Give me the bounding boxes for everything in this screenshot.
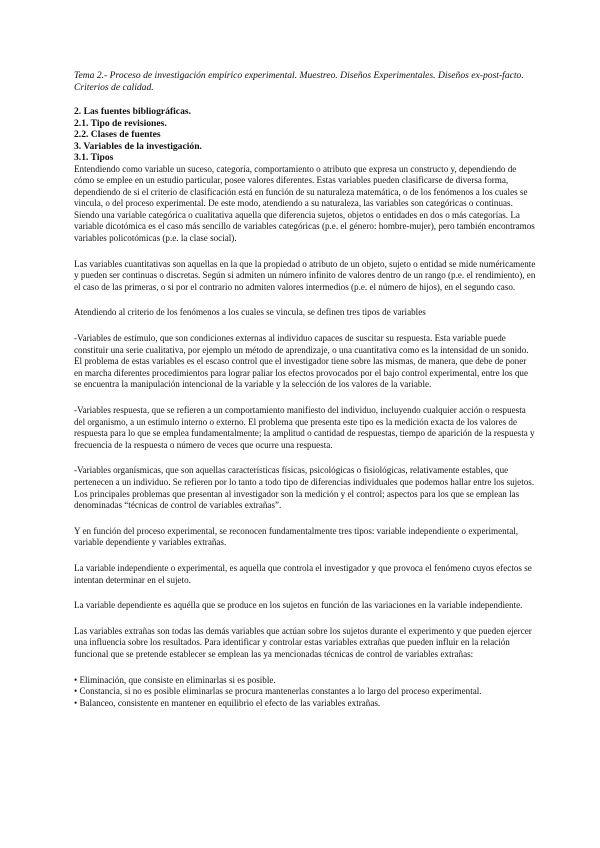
section-outline [74, 106, 536, 164]
outline-item: 2.2. Clases de fuentes [74, 129, 161, 140]
topic-header: Tema 2.- Proceso de investigación empírico experimental. Muestreo. Diseños Experimentales. Diseños ex-post-facto. Criterios de calidad. [74, 70, 524, 93]
list-item: • Balanceo, consistente en mantener en equilibrio el efecto de las variables extrañas. [74, 697, 381, 708]
body-paragraph: Las variables extrañas son todas las demás variables que actúan sobre los sujetos durante el experimento y que pueden ejercer una influencia sobre los resultados. Para identificar y controlar estas variables extrañas que pueden influir en la relación funcional que se pretende establecer se emplean las ya mencionadas técnicas de control de variables extrañas: [74, 625, 532, 659]
control-techniques-list [74, 675, 536, 710]
list-item: • Eliminación, que consiste en eliminarlas si es posible. [74, 674, 276, 685]
body-paragraph: -Variables de estímulo, que son condiciones externas al individuo capaces de suscitar su respuesta. Esta variable puede constituir una serie cualitativa, por ejemplo un método de aprendizaje, o una cuantitativa como es la intensidad de un sonido. El problema de estas variables es el escaso control que el investigador tiene sobre las mismas, de manera, que debe de poner en marcha diferentes procedimientos para lograr paliar los efectos provocados por el bajo control experimental, entre los que se encuentra la manipulación intencional de la variable y la selección de los valores de la variable. [74, 333, 529, 390]
body-paragraph: La variable dependiente es aquélla que se produce en los sujetos en función de las variaciones en la variable independiente. [74, 600, 523, 611]
body-paragraph: Atendiendo al criterio de los fenómenos a los cuales se vincula, se definen tres tipos de variables [74, 307, 426, 318]
outline-item: 2.1. Tipo de revisiones. [74, 117, 167, 129]
list-item: • Constancia, si no es posible eliminarlas se procura mantenerlas constantes a lo largo del proceso experimental. [74, 686, 482, 697]
body-paragraph: -Variables respuesta, que se refieren a un comportamiento manifiesto del individuo, incluyendo cualquier acción o respuesta del organismo, a un estímulo interno o externo. El problema que presenta este tipo es la medición exacta de los valores de respuesta para lo que se emplea fundamentalmente; la amplitud o cantidad de respuestas, tiempo de aparición de la respuesta y frecuencia de la respuesta o número de veces que ocurre una respuesta. [74, 405, 535, 450]
body-paragraph: Las variables cuantitativas son aquellas en la que la propiedad o atributo de un objeto, sujeto o entidad se mide numéricamente y pueden ser continuas o discretas. Según si admiten un número infinito de valores dentro de un rango (p.e. el rendimiento), en el caso de las primeras, o si por el contrario no admiten valores intermedios (p.e. el número de hijos), en el segundo caso. [74, 258, 536, 292]
outline-item: 2. Las fuentes bibliográficas. [74, 106, 191, 117]
document-page [74, 70, 536, 709]
outline-item: 3. Variables de la investigación. [74, 140, 202, 152]
body-paragraph: Y en función del proceso experimental, se reconocen fundamentalmente tres tipos: variable independiente o experimental, variable dependiente y variables extrañas. [74, 525, 519, 548]
body-paragraph: La variable independiente o experimental, es aquella que controla el investigador y que provoca el fenómeno cuyos efectos se intentan determinar en el sujeto. [74, 562, 532, 585]
body-paragraph: -Variables organísmicas, que son aquellas características físicas, psicológicas o fisiológicas, relativamente estables, que pertenecen a un individuo. Se refieren por lo tanto a todo tipo de diferencias individuales que podemos hallar entre los sujetos. Los principales problemas que presentan al investigador son la medición y el control; aspectos para los que se emplean las denominadas “técnicas de control de variables extrañas”. [74, 465, 535, 511]
outline-item: 3.1. Tipos [74, 152, 114, 163]
body-paragraph: Entendiendo como variable un suceso, categoría, comportamiento o atributo que expresa un constructo y, dependiendo de cómo se emplee en un estudio particular, posee valores diferentes. Estas variables pueden clasificarse de diversa forma, dependiendo de si el criterio de clasificación está en función de su naturaleza matemática, o de los fenómenos a los cuales se vincula, o del proceso experimental. De este modo, atendiendo a su naturaleza, las variables son categóricas o continuas. Siendo una variable categórica o cualitativa aquella que diferencia sujetos, objetos o entidades en dos o más categorías. La variable dicotómica es el caso más sencillo de variables categóricas (p.e. el género: hombre-mujer), pero también encontramos variables policotómicas (p.e. la clase social). [74, 163, 535, 244]
